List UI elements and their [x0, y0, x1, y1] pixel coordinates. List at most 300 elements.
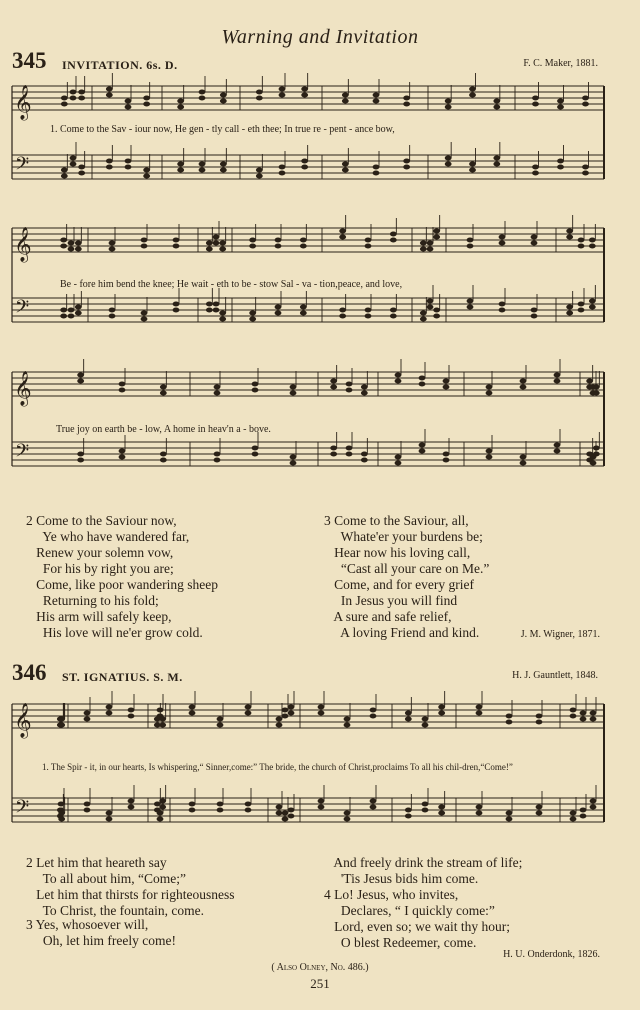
note-head [199, 162, 206, 167]
note-head [70, 156, 77, 161]
note-head [128, 805, 135, 810]
bass-clef-icon: 𝄢 [15, 297, 30, 322]
note-head [106, 811, 113, 816]
note-head [330, 446, 337, 451]
note-head [557, 99, 564, 104]
note-head [554, 379, 561, 384]
note-head [344, 811, 351, 816]
note-head [433, 314, 440, 319]
note-head [499, 241, 506, 246]
note-head [119, 388, 126, 393]
note-head [276, 717, 283, 722]
note-head [77, 452, 84, 457]
note-head [593, 446, 600, 451]
note-head [318, 705, 325, 710]
note-head [252, 388, 259, 393]
note-head [344, 723, 351, 728]
note-head [75, 305, 82, 310]
note-head [290, 391, 297, 396]
note-head [499, 302, 506, 307]
note-head [199, 168, 206, 173]
note-head [578, 238, 585, 243]
note-head [106, 159, 113, 164]
note-head [532, 165, 539, 170]
note-head [469, 168, 476, 173]
note-head [390, 238, 397, 243]
note-head [84, 802, 91, 807]
note-head [536, 805, 543, 810]
note-head [499, 308, 506, 313]
note-head [405, 711, 412, 716]
note-head [342, 99, 349, 104]
note-head [590, 799, 597, 804]
note-head [370, 799, 377, 804]
note-head [256, 90, 263, 95]
note-head [245, 711, 252, 716]
note-head [531, 314, 538, 319]
note-head [157, 817, 164, 822]
note-head [217, 802, 224, 807]
note-head [77, 373, 84, 378]
note-head [365, 308, 372, 313]
note-head [106, 87, 113, 92]
note-head [486, 449, 493, 454]
note-head [68, 308, 75, 313]
note-head [395, 461, 402, 466]
composer-345: F. C. Maker, 1881. [523, 58, 598, 69]
note-head [361, 391, 368, 396]
note-head [282, 817, 289, 822]
note-head [106, 705, 113, 710]
bass-clef-icon: 𝄢 [15, 441, 30, 466]
note-head [493, 99, 500, 104]
note-head [217, 723, 224, 728]
note-head [282, 811, 289, 816]
note-head [390, 314, 397, 319]
note-head [159, 805, 166, 810]
note-head [419, 449, 426, 454]
note-head [469, 93, 476, 98]
note-head [249, 317, 256, 322]
note-head [141, 244, 148, 249]
note-head [330, 452, 337, 457]
note-head [339, 314, 346, 319]
note-head [125, 105, 132, 110]
note-head [467, 244, 474, 249]
note-head [590, 717, 597, 722]
note-head [342, 162, 349, 167]
note-head [566, 235, 573, 240]
note-head [427, 241, 434, 246]
note-head [159, 717, 166, 722]
verse-346-3: 3 Yes, whosoever will, Oh, let him freely come! [26, 917, 176, 948]
note-head [177, 162, 184, 167]
note-head [58, 723, 65, 728]
note-head [531, 308, 538, 313]
note-head [214, 458, 221, 463]
note-head [282, 714, 289, 719]
note-head [220, 168, 227, 173]
note-head [403, 165, 410, 170]
note-head [288, 705, 295, 710]
note-head [106, 817, 113, 822]
note-head [160, 385, 167, 390]
note-head [370, 805, 377, 810]
tune-name-345: INVITATION. 6s. D. [62, 58, 178, 72]
note-head [219, 317, 226, 322]
note-head [199, 90, 206, 95]
note-head [60, 238, 67, 243]
note-head [77, 458, 84, 463]
note-head [58, 811, 65, 816]
hymn-number-345: 345 [12, 48, 47, 73]
note-head [189, 802, 196, 807]
note-head [370, 708, 377, 713]
note-head [580, 711, 587, 716]
note-head [70, 90, 77, 95]
note-head [365, 238, 372, 243]
note-head [60, 308, 67, 313]
note-head [445, 99, 452, 104]
note-head [173, 238, 180, 243]
note-head [520, 385, 527, 390]
author-346: H. U. Onderdonk, 1826. [503, 949, 600, 960]
note-head [173, 308, 180, 313]
note-head [290, 385, 297, 390]
note-head [157, 708, 164, 713]
note-head [60, 314, 67, 319]
note-head [300, 244, 307, 249]
note-head [279, 93, 286, 98]
note-head [256, 96, 263, 101]
note-head [119, 449, 126, 454]
note-head [554, 443, 561, 448]
note-head [443, 458, 450, 463]
note-head [206, 302, 213, 307]
footer-note: ( Also Olney, No. 486.) [271, 962, 369, 973]
note-head [445, 105, 452, 110]
note-head [249, 244, 256, 249]
page-title: Warning and Invitation [221, 26, 419, 48]
note-head [282, 708, 289, 713]
note-head [580, 717, 587, 722]
note-head [486, 391, 493, 396]
note-head [438, 705, 445, 710]
note-head [506, 817, 513, 822]
treble-clef-icon: 𝄞 [14, 227, 32, 262]
note-head [249, 238, 256, 243]
note-head [566, 229, 573, 234]
note-head [346, 452, 353, 457]
note-head [570, 811, 577, 816]
note-head [566, 305, 573, 310]
note-head [532, 96, 539, 101]
treble-clef-icon: 𝄞 [14, 371, 32, 406]
note-head [342, 168, 349, 173]
note-head [300, 305, 307, 310]
note-head [532, 171, 539, 176]
note-head [536, 714, 543, 719]
note-head [506, 720, 513, 725]
note-head [476, 711, 483, 716]
note-head [220, 99, 227, 104]
note-head [373, 93, 380, 98]
note-head [125, 159, 132, 164]
note-head [422, 717, 429, 722]
note-head [61, 96, 68, 101]
verse-345-3: 3 Come to the Saviour, all, Whate'er your burdens be; Hear now his loving call, “Cast all your care on Me.” Come, and for every grief In Jesus you will find A sure and safe relief, A loving Friend and kind. [324, 513, 490, 640]
note-head [438, 805, 445, 810]
note-head [75, 247, 82, 252]
note-head [506, 811, 513, 816]
author-345: J. M. Wigner, 1871. [520, 629, 600, 640]
note-head [580, 814, 587, 819]
note-head [128, 708, 135, 713]
note-head [589, 305, 596, 310]
note-head [143, 102, 150, 107]
note-head [213, 241, 220, 246]
note-head [301, 165, 308, 170]
note-head [433, 235, 440, 240]
note-head [58, 717, 65, 722]
note-head [589, 299, 596, 304]
note-head [106, 711, 113, 716]
note-head [249, 311, 256, 316]
note-head [84, 808, 91, 813]
note-head [177, 105, 184, 110]
note-head [506, 714, 513, 719]
note-head [467, 299, 474, 304]
note-head [159, 799, 166, 804]
note-head [245, 705, 252, 710]
note-head [467, 305, 474, 310]
note-head [245, 808, 252, 813]
note-head [177, 99, 184, 104]
note-head [78, 171, 85, 176]
note-head [206, 241, 213, 246]
note-head [578, 302, 585, 307]
note-head [342, 93, 349, 98]
lyrics-345-line2: Be - fore him bend the knee; He wait - eth to be - stow Sal - va - tion,peace, and love, [60, 279, 403, 290]
note-head [582, 171, 589, 176]
note-head [427, 299, 434, 304]
note-head [486, 385, 493, 390]
note-head [220, 162, 227, 167]
note-head [160, 452, 167, 457]
note-head [582, 165, 589, 170]
note-head [582, 102, 589, 107]
verse-345-2: 2 Come to the Saviour now, Ye who have wandered far, Renew your solemn vow, For his by right you are; Come, like poor wandering sheep Returning to his fold; His arm will safely keep, His love will ne'er grow cold. [26, 513, 218, 640]
note-head [252, 446, 259, 451]
note-head [344, 717, 351, 722]
note-head [119, 382, 126, 387]
note-head [60, 244, 67, 249]
note-head [361, 452, 368, 457]
note-head [395, 379, 402, 384]
tune-name-346: ST. IGNATIUS. S. M. [62, 670, 183, 684]
note-head [109, 247, 116, 252]
note-head [106, 93, 113, 98]
note-head [395, 455, 402, 460]
note-head [75, 311, 82, 316]
note-head [476, 705, 483, 710]
note-head [275, 244, 282, 249]
note-head [199, 96, 206, 101]
note-head [276, 811, 283, 816]
note-head [582, 96, 589, 101]
note-head [420, 317, 427, 322]
note-head [486, 455, 493, 460]
note-head [433, 308, 440, 313]
note-head [213, 302, 220, 307]
note-head [420, 241, 427, 246]
note-head [467, 238, 474, 243]
note-head [405, 808, 412, 813]
note-head [419, 443, 426, 448]
note-head [128, 799, 135, 804]
note-head [346, 446, 353, 451]
note-head [75, 241, 82, 246]
note-head [61, 174, 68, 179]
note-head [390, 232, 397, 237]
note-head [593, 385, 600, 390]
note-head [580, 808, 587, 813]
note-head [531, 235, 538, 240]
note-head [279, 171, 286, 176]
note-head [68, 247, 75, 252]
note-head [531, 241, 538, 246]
note-head [109, 241, 116, 246]
note-head [109, 308, 116, 313]
note-head [586, 379, 593, 384]
note-head [214, 385, 221, 390]
note-head [61, 168, 68, 173]
note-head [330, 385, 337, 390]
note-head [589, 238, 596, 243]
note-head [570, 708, 577, 713]
note-head [370, 714, 377, 719]
note-head [318, 799, 325, 804]
bass-clef-icon: 𝄢 [15, 154, 30, 179]
note-head [443, 379, 450, 384]
note-head [275, 311, 282, 316]
note-head [536, 720, 543, 725]
note-head [189, 705, 196, 710]
note-head [300, 311, 307, 316]
note-head [422, 723, 429, 728]
note-head [68, 241, 75, 246]
note-head [419, 376, 426, 381]
note-head [422, 802, 429, 807]
note-head [419, 382, 426, 387]
note-head [61, 102, 68, 107]
note-head [276, 723, 283, 728]
note-head [275, 238, 282, 243]
verse-346-4: 4 Lo! Jesus, who invites, Declares, “ I quickly come:” Lord, even so; we wait thy hour; O blest Redeemer, come. [324, 887, 510, 950]
note-head [365, 314, 372, 319]
note-head [566, 311, 573, 316]
note-head [346, 382, 353, 387]
note-head [420, 247, 427, 252]
note-head [245, 802, 252, 807]
note-head [214, 391, 221, 396]
note-head [189, 808, 196, 813]
note-head [143, 168, 150, 173]
hymn-number-346: 346 [12, 660, 47, 685]
note-head [301, 87, 308, 92]
note-head [219, 247, 226, 252]
note-head [469, 162, 476, 167]
note-head [361, 458, 368, 463]
note-head [301, 93, 308, 98]
note-head [189, 711, 196, 716]
note-head [445, 156, 452, 161]
note-head [220, 93, 227, 98]
note-head [390, 308, 397, 313]
note-head [557, 105, 564, 110]
note-head [578, 308, 585, 313]
note-head [318, 711, 325, 716]
note-head [493, 105, 500, 110]
note-head [403, 96, 410, 101]
note-head [520, 455, 527, 460]
note-head [403, 102, 410, 107]
note-head [141, 317, 148, 322]
note-head [276, 805, 283, 810]
lyrics-346-line1: 1. The Spir - it, in our hearts, Is whispering,“ Sinner,come:” The bride, the church of Christ,proclaims To all his chil-dren,“Come!” [42, 762, 513, 772]
note-head [159, 723, 166, 728]
note-head [427, 247, 434, 252]
note-head [570, 714, 577, 719]
note-head [420, 311, 427, 316]
note-head [361, 385, 368, 390]
note-head [493, 156, 500, 161]
note-head [252, 452, 259, 457]
note-head [84, 711, 91, 716]
note-head [578, 244, 585, 249]
treble-clef-icon: 𝄞 [14, 85, 32, 120]
lyrics-345-line1: 1. Come to the Sav - iour now, He gen - tly call - eth thee; In true re - pent - ance bow, [50, 124, 395, 135]
note-head [395, 373, 402, 378]
note-head [58, 817, 65, 822]
lyrics-345-line3: True joy on earth be - low, A home in heav'n a - bove. [56, 424, 271, 435]
note-head [532, 102, 539, 107]
note-head [143, 174, 150, 179]
note-head [405, 717, 412, 722]
note-head [157, 811, 164, 816]
note-head [78, 90, 85, 95]
note-head [141, 238, 148, 243]
note-head [217, 808, 224, 813]
note-head [78, 165, 85, 170]
note-head [339, 235, 346, 240]
note-head [141, 311, 148, 316]
note-head [476, 811, 483, 816]
note-head [365, 244, 372, 249]
note-head [219, 241, 226, 246]
note-head [256, 168, 263, 173]
composer-346: H. J. Gauntlett, 1848. [512, 670, 598, 681]
note-head [219, 311, 226, 316]
note-head [403, 159, 410, 164]
note-head [279, 165, 286, 170]
note-head [214, 452, 221, 457]
note-head [422, 808, 429, 813]
note-head [77, 379, 84, 384]
note-head [373, 99, 380, 104]
note-head [128, 714, 135, 719]
note-head [570, 817, 577, 822]
